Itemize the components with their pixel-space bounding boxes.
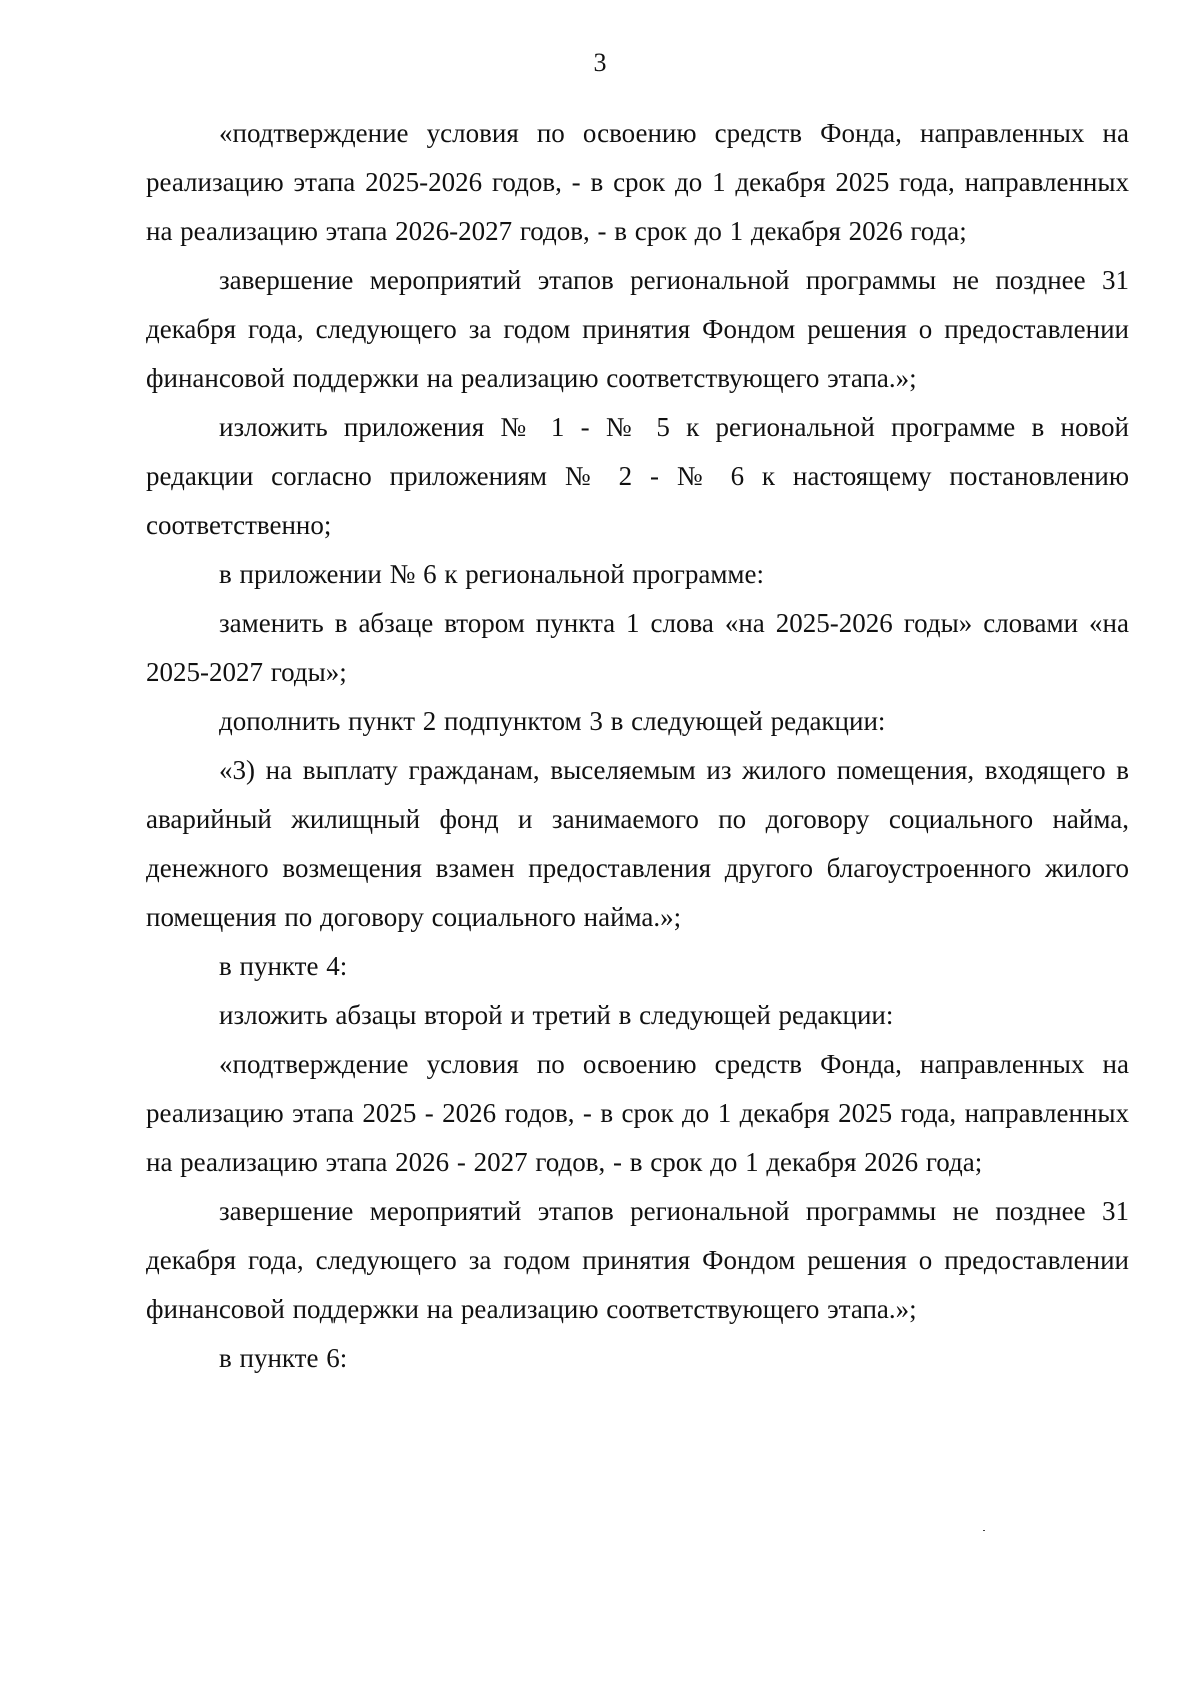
document-body [146,109,1129,1383]
paragraph-subitem-3: «3) на выплату гражданам, выселяемым из жилого помещения, входящего в аварийный жилищный фонд и занимаемого по договору социального найма, денежного возмещения взамен предоставления другого благоустроенного жилого помещения по договору социального найма.»; [146,755,1129,932]
paragraph-item-6-intro: в пункте 6: [219,1343,348,1373]
paragraph-replace-words: заменить в абзаце втором пункта 1 слова «на 2025-2026 годы» словами «на 2025-2027 годы»; [146,608,1129,687]
paragraph-completion-deadline-1: завершение мероприятий этапов региональной программы не позднее 31 декабря года, следующего за годом принятия Фондом решения о предоставлении финансовой поддержки на реализацию соответствующего этапа.»; [146,265,1129,393]
paragraph-funds-confirmation-1: «подтверждение условия по освоению средств Фонда, направленных на реализацию этапа 2025-2026 годов, - в срок до 1 декабря 2025 года, направленных на реализацию этапа 2026-2027 годов, - в срок до 1 декабря 2026 года; [146,118,1129,246]
paragraph-appendices-replacement: изложить приложения № 1 - № 5 к региональной программе в новой редакции согласно приложениям № 2 - № 6 к настоящему постановлению соответственно; [146,412,1129,540]
paragraph-restate-paragraphs: изложить абзацы второй и третий в следующей редакции: [219,1000,894,1030]
scan-artifact-dot [983,1530,985,1531]
paragraph-add-subitem: дополнить пункт 2 подпунктом 3 в следующей редакции: [219,706,886,736]
page-number: 3 [593,48,607,77]
paragraph-completion-deadline-2: завершение мероприятий этапов региональной программы не позднее 31 декабря года, следующего за годом принятия Фондом решения о предоставлении финансовой поддержки на реализацию соответствующего этапа.»; [146,1196,1129,1324]
paragraph-appendix-6-intro: в приложении № 6 к региональной программе: [219,559,764,589]
paragraph-funds-confirmation-2: «подтверждение условия по освоению средств Фонда, направленных на реализацию этапа 2025 - 2026 годов, - в срок до 1 декабря 2025 года, направленных на реализацию этапа 2026 - 2027 годов, - в срок до 1 декабря 2026 года; [146,1049,1129,1177]
paragraph-item-4-intro: в пункте 4: [219,951,348,981]
